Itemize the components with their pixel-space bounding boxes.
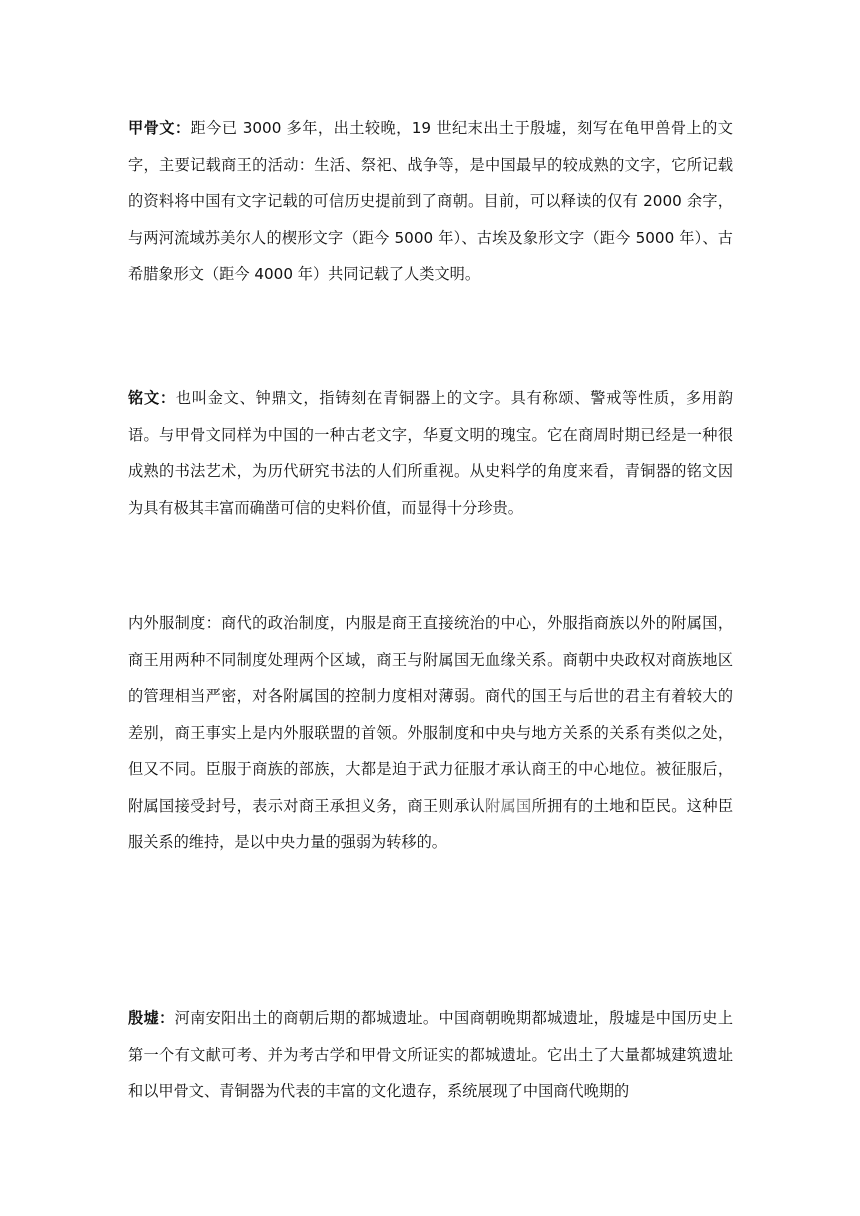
neiwai-text-part-b: 所拥有的土地和臣民。这种臣服关系的维持，是以中央力量的强弱为转移的。 [128, 796, 734, 851]
term-yinxu: 殷墟： [128, 1009, 175, 1027]
paragraph-neiwai-fu-system [128, 605, 733, 861]
neiwai-text-part-a: 内外服制度：商代的政治制度，内服是商王直接统治的中心，外服指商族以外的附属国，商王用两种不同制度处理两个区域，商王与附属国无血缘关系。商朝中央政权对商族地区的管理相当严密，对各附属国的控制力度相对薄弱。商代的国王与后世的君主有着较大的差别，商王事实上是内外服联盟的首领。外服制度和中央与地方关系的关系有类似之处，但又不同。臣服于商族的部族，大都是迫于武力征服才承认商王的中心地位。被征服后，附属国接受封号，表示对商王承担义务，商王则承认 [128, 614, 733, 815]
paragraph-bronze-inscription [128, 380, 733, 526]
paragraph-oracle-bone-script [128, 110, 733, 293]
neiwai-text-highlight: 附属国 [485, 796, 532, 815]
definition-bronze-inscription: 也叫金文、钟鼎文，指铸刻在青铜器上的文字。具有称颂、警戒等性质，多用韵语。与甲骨文同样为中国的一种古老文字，华夏文明的瑰宝。它在商周时期已经是一种很成熟的书法艺术，为历代研究书法的人们所重视。从史料学的角度来看，青铜器的铭文因为具有极其丰富而确凿可信的史料价值，而显得十分珍贵。 [128, 389, 734, 517]
term-bronze-inscription: 铭文： [128, 389, 176, 407]
term-oracle-bone-script: 甲骨文： [128, 119, 191, 137]
paragraph-yinxu [128, 1000, 733, 1110]
definition-yinxu: 河南安阳出土的商朝后期的都城遗址。中国商朝晚期都城遗址，殷墟是中国历史上第一个有文献可考、并为考古学和甲骨文所证实的都城遗址。它出土了大量都城建筑遗址和以甲骨文、青铜器为代表的丰富的文化遗存，系统展现了中国商代晚期的 [128, 1009, 734, 1100]
definition-oracle-bone-script: 距今已 3000 多年，出土较晚，19 世纪末出土于殷墟，刻写在龟甲兽骨上的文字，主要记载商王的活动：生活、祭祀、战争等，是中国最早的较成熟的文字，它所记载的资料将中国有文字记载的可信历史提前到了商朝。目前，可以释读的仅有 2000 余字，与两河流域苏美尔人的楔形文字（距今 5000 年）、古埃及象形文字（距今 5000 年）、古希腊象形文（距今 4000 年）共同记载了人类文明。 [128, 119, 733, 283]
